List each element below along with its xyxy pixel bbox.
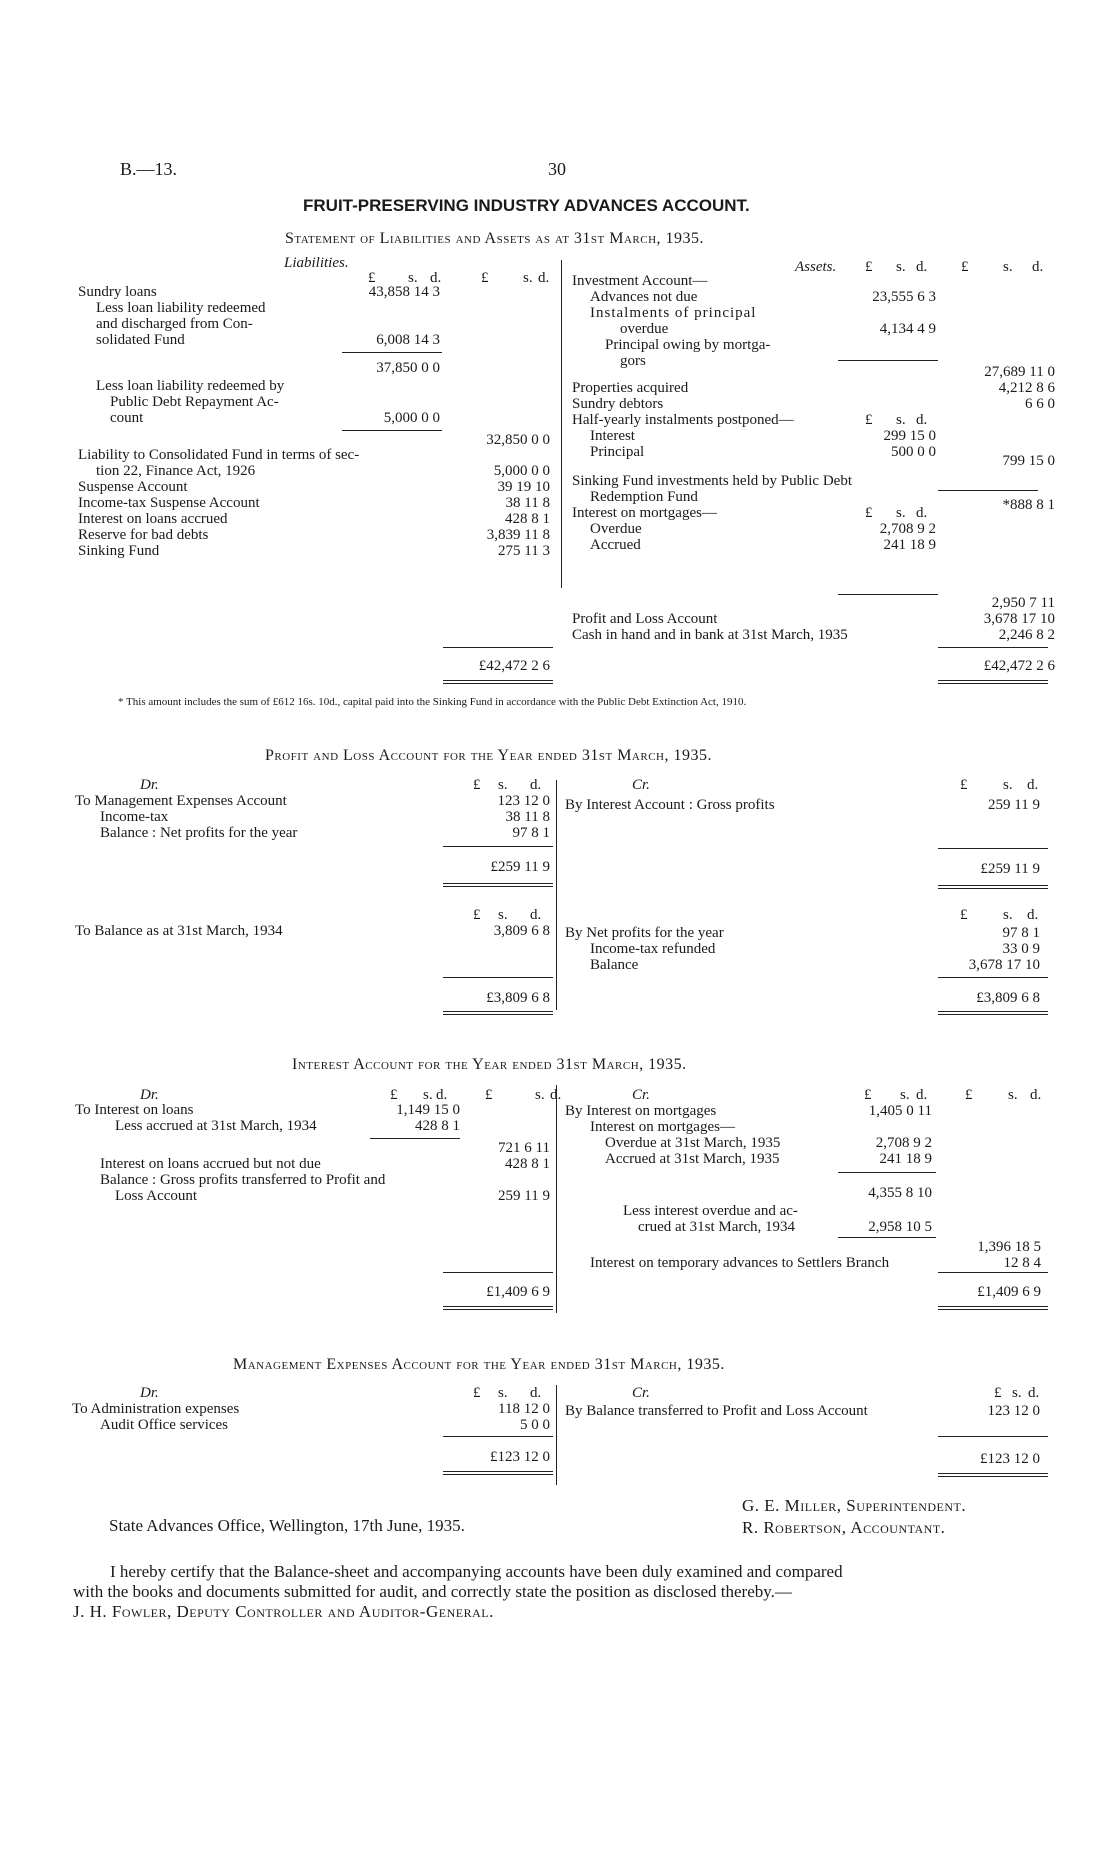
col-header-pence: d. — [1027, 777, 1039, 793]
asset-total: 4,212 8 6 — [998, 380, 1055, 396]
credit-item: crued at 31st March, 1934 — [638, 1219, 796, 1235]
col-header-pounds: £ — [473, 1385, 481, 1401]
col-header-pence: d. — [530, 777, 542, 793]
profit-loss-heading: Profit and Loss Account for the Year ended 31st March, 1935. — [265, 747, 712, 764]
debit-label: Dr. — [140, 777, 159, 793]
col-header-pounds: £ — [390, 1087, 398, 1103]
col-header-pounds: £ — [473, 907, 481, 923]
asset-total: *888 8 1 — [1002, 497, 1055, 513]
liabilities-total: £42,472 2 6 — [478, 658, 550, 674]
asset-amount: 241 18 9 — [883, 537, 936, 553]
asset-amount: 500 0 0 — [891, 444, 936, 460]
col-header-pounds: £ — [481, 270, 489, 286]
liability-label: Less loan liability redeemed — [96, 300, 266, 316]
debit-item: Less accrued at 31st March, 1934 — [115, 1118, 317, 1134]
interest-account-heading: Interest Account for the Year ended 31st March, 1935. — [292, 1056, 687, 1073]
asset-amount: 2,708 9 2 — [879, 521, 936, 537]
credit-amount: 259 11 9 — [988, 797, 1040, 813]
col-header-shillings: s. — [900, 1087, 910, 1103]
certification-signatory: J. H. Fowler, Deputy Controller and Auditor-General. — [73, 1602, 494, 1621]
col-header-pence: d. — [916, 1087, 928, 1103]
col-header-pounds: £ — [368, 270, 376, 286]
liability-label: Less loan liability redeemed by — [96, 378, 285, 394]
credit-label: Cr. — [632, 1087, 650, 1103]
col-header-pence: d. — [916, 412, 928, 428]
credit-amount: 1,396 18 5 — [977, 1239, 1041, 1255]
asset-label: Interest on mortgages— — [572, 505, 717, 521]
asset-total: 2,950 7 11 — [991, 595, 1055, 611]
col-header-shillings: s. — [535, 1087, 545, 1103]
credit-item: Less interest overdue and ac- — [623, 1203, 798, 1219]
liability-label: Reserve for bad debts — [78, 527, 209, 543]
liability-label: and discharged from Con- — [96, 316, 253, 332]
asset-label: Half-yearly instalments postponed— — [572, 412, 794, 428]
asset-total: 799 15 0 — [1002, 453, 1055, 469]
debit-item: Balance : Net profits for the year — [100, 825, 298, 841]
asset-total: 2,246 8 2 — [998, 627, 1055, 643]
debit-item: Balance : Gross profits transferred to Profit and — [100, 1172, 386, 1188]
signature-superintendent: G. E. Miller, Superintendent. — [742, 1496, 967, 1515]
credit-item: Overdue at 31st March, 1935 — [605, 1135, 781, 1151]
debit-amount: 428 8 1 — [415, 1118, 460, 1134]
col-header-pence: d. — [550, 1087, 562, 1103]
liability-label: Sinking Fund — [78, 543, 160, 559]
asset-label: Investment Account— — [572, 273, 708, 289]
management-expenses-heading: Management Expenses Account for the Year ended 31st March, 1935. — [233, 1356, 725, 1373]
credit-item: By Interest on mortgages — [565, 1103, 717, 1119]
debit-amount: 1,149 15 0 — [396, 1102, 460, 1118]
debit-amount: 38 11 8 — [505, 809, 550, 825]
col-header-shillings: s. — [498, 907, 508, 923]
liability-label: tion 22, Finance Act, 1926 — [96, 463, 256, 479]
liability-label: Suspense Account — [78, 479, 188, 495]
liability-label: Liability to Consolidated Fund in terms of sec- — [78, 447, 360, 463]
col-header-pence: d. — [1028, 1385, 1040, 1401]
liability-label: Sundry loans — [78, 284, 157, 300]
debit-amount: 3,809 6 8 — [493, 923, 550, 939]
liability-amount: 5,000 0 0 — [493, 463, 550, 479]
credit-total: £123 12 0 — [980, 1451, 1040, 1467]
col-header-shillings: s. — [1008, 1087, 1018, 1103]
asset-label: Interest — [590, 428, 635, 444]
asset-label: Properties acquired — [572, 380, 689, 396]
col-header-pounds: £ — [994, 1385, 1002, 1401]
liability-amount: 6,008 14 3 — [376, 332, 440, 348]
asset-label: Accrued — [590, 537, 641, 553]
debit-amount: 721 6 11 — [498, 1140, 550, 1156]
asset-label: Principal owing by mortga- — [605, 337, 771, 353]
credit-item: Income-tax refunded — [590, 941, 716, 957]
credit-amount: 3,678 17 10 — [968, 957, 1040, 973]
debit-item: To Balance as at 31st March, 1934 — [75, 923, 283, 939]
document-reference: B.—13. — [120, 159, 178, 179]
credit-total: £259 11 9 — [980, 861, 1040, 877]
credit-amount: 12 8 4 — [1003, 1255, 1041, 1271]
col-header-pence: d. — [916, 259, 928, 275]
col-header-pounds: £ — [965, 1087, 973, 1103]
debit-item: Audit Office services — [100, 1417, 229, 1433]
liability-amount: 428 8 1 — [505, 511, 550, 527]
liability-amount: 3,839 11 8 — [486, 527, 550, 543]
col-header-pounds: £ — [485, 1087, 493, 1103]
col-header-shillings: s. — [498, 1385, 508, 1401]
liability-label: Income-tax Suspense Account — [78, 495, 260, 511]
debit-total: £123 12 0 — [490, 1449, 550, 1465]
debit-amount: 428 8 1 — [505, 1156, 550, 1172]
col-header-shillings: s. — [408, 270, 418, 286]
col-header-shillings: s. — [1012, 1385, 1022, 1401]
certification-text: I hereby certify that the Balance-sheet and accompanying accounts have been duly examined and compared — [110, 1562, 843, 1581]
credit-total: £1,409 6 9 — [977, 1284, 1041, 1300]
col-header-pence: d. — [530, 907, 542, 923]
col-header-pence: d. — [1030, 1087, 1042, 1103]
liability-label: Public Debt Repayment Ac- — [110, 394, 279, 410]
col-header-pence: d. — [430, 270, 442, 286]
certification-text: with the books and documents submitted for audit, and correctly state the position as disclosed thereby.— — [73, 1582, 792, 1601]
debit-amount: 5 0 0 — [520, 1417, 550, 1433]
profit-loss-divider — [556, 780, 557, 1010]
credit-total: £3,809 6 8 — [976, 990, 1040, 1006]
credit-item: Interest on temporary advances to Settlers Branch — [590, 1255, 890, 1271]
liability-label: Interest on loans accrued — [78, 511, 228, 527]
credit-amount: 2,958 10 5 — [868, 1219, 932, 1235]
col-header-shillings: s. — [1003, 259, 1013, 275]
col-header-pence: d. — [1027, 907, 1039, 923]
debit-item: To Administration expenses — [72, 1401, 240, 1417]
debit-item: To Management Expenses Account — [75, 793, 287, 809]
col-header-pounds: £ — [865, 412, 873, 428]
asset-label: gors — [620, 353, 646, 369]
col-header-pounds: £ — [864, 1087, 872, 1103]
document-title: FRUIT-PRESERVING INDUSTRY ADVANCES ACCOUNT. — [303, 196, 750, 215]
debit-amount: 123 12 0 — [497, 793, 550, 809]
asset-label: Principal — [590, 444, 645, 460]
col-header-shillings: s. — [896, 412, 906, 428]
asset-label: Redemption Fund — [590, 489, 698, 505]
credit-item: Interest on mortgages— — [590, 1119, 735, 1135]
credit-label: Cr. — [632, 1385, 650, 1401]
asset-label: overdue — [620, 321, 669, 337]
assets-label: Assets. — [795, 259, 837, 275]
liability-amount: 39 19 10 — [497, 479, 550, 495]
col-header-shillings: s. — [1003, 907, 1013, 923]
debit-amount: 259 11 9 — [498, 1188, 550, 1204]
col-header-pounds: £ — [960, 907, 968, 923]
credit-amount: 4,355 8 10 — [868, 1185, 932, 1201]
col-header-shillings: s. — [1003, 777, 1013, 793]
asset-label: Cash in hand and in bank at 31st March, 1935 — [572, 627, 848, 643]
asset-amount: 4,134 4 9 — [879, 321, 936, 337]
credit-amount: 241 18 9 — [879, 1151, 932, 1167]
liability-label: solidated Fund — [96, 332, 185, 348]
footnote: * This amount includes the sum of £612 16s. 10d., capital paid into the Sinking Fund in accordance with the Public Debt Extinction Act, 1910. — [118, 696, 747, 708]
credit-amount: 97 8 1 — [1002, 925, 1040, 941]
debit-total: £259 11 9 — [490, 859, 550, 875]
credit-amount: 1,405 0 11 — [868, 1103, 932, 1119]
signature-accountant: R. Robertson, Accountant. — [742, 1518, 946, 1537]
col-header-pounds: £ — [865, 259, 873, 275]
debit-label: Dr. — [140, 1385, 159, 1401]
col-header-pounds: £ — [865, 505, 873, 521]
office-date-line: State Advances Office, Wellington, 17th June, 1935. — [109, 1516, 465, 1535]
credit-item: Balance — [590, 957, 639, 973]
interest-account-divider — [556, 1085, 557, 1313]
col-header-pence: d. — [538, 270, 550, 286]
liability-subtotal: 37,850 0 0 — [376, 360, 440, 376]
asset-label: Profit and Loss Account — [572, 611, 718, 627]
asset-label: Sundry debtors — [572, 396, 664, 412]
liabilities-label: Liabilities. — [284, 255, 349, 271]
asset-label: Overdue — [590, 521, 642, 537]
col-header-pounds: £ — [473, 777, 481, 793]
debit-item: Interest on loans accrued but not due — [100, 1156, 321, 1172]
debit-total: £1,409 6 9 — [486, 1284, 550, 1300]
debit-amount: 118 12 0 — [498, 1401, 550, 1417]
page-number: 30 — [548, 159, 566, 179]
asset-label: Sinking Fund investments held by Public Debt — [572, 473, 852, 489]
col-header-pence: d. — [436, 1087, 448, 1103]
credit-amount: 33 0 9 — [1002, 941, 1040, 957]
col-header-shillings: s. — [498, 777, 508, 793]
asset-label: Advances not due — [590, 289, 698, 305]
balance-sheet-divider — [561, 260, 562, 588]
management-expenses-divider — [556, 1385, 557, 1485]
liability-label: count — [110, 410, 144, 426]
liability-amount: 275 11 3 — [498, 543, 550, 559]
credit-amount: 2,708 9 2 — [875, 1135, 932, 1151]
asset-total: 3,678 17 10 — [983, 611, 1055, 627]
col-header-pence: d. — [530, 1385, 542, 1401]
credit-item: By Net profits for the year — [565, 925, 724, 941]
debit-total: £3,809 6 8 — [486, 990, 550, 1006]
debit-label: Dr. — [140, 1087, 159, 1103]
balance-sheet-heading: Statement of Liabilities and Assets as at 31st March, 1935. — [285, 230, 705, 247]
col-header-pounds: £ — [960, 777, 968, 793]
credit-label: Cr. — [632, 777, 650, 793]
asset-total: 27,689 11 0 — [984, 364, 1055, 380]
col-header-pence: d. — [1032, 259, 1044, 275]
credit-item: By Balance transferred to Profit and Loss Account — [565, 1403, 868, 1419]
credit-item: By Interest Account : Gross profits — [565, 797, 775, 813]
liability-amount: 43,858 14 3 — [368, 284, 440, 300]
asset-total: 6 6 0 — [1025, 396, 1055, 412]
col-header-shillings: s. — [523, 270, 533, 286]
col-header-pence: d. — [916, 505, 928, 521]
assets-total: £42,472 2 6 — [983, 658, 1055, 674]
debit-amount: 97 8 1 — [512, 825, 550, 841]
asset-amount: 299 15 0 — [883, 428, 936, 444]
col-header-shillings: s. — [423, 1087, 433, 1103]
col-header-pounds: £ — [961, 259, 969, 275]
col-header-shillings: s. — [896, 259, 906, 275]
debit-item: Income-tax — [100, 809, 169, 825]
col-header-shillings: s. — [896, 505, 906, 521]
credit-item: Accrued at 31st March, 1935 — [605, 1151, 780, 1167]
liability-amount: 38 11 8 — [505, 495, 550, 511]
liability-amount: 5,000 0 0 — [383, 410, 440, 426]
asset-label: Instalments of principal — [590, 305, 757, 321]
asset-amount: 23,555 6 3 — [872, 289, 936, 305]
debit-item: To Interest on loans — [75, 1102, 194, 1118]
liability-amount: 32,850 0 0 — [486, 432, 550, 448]
credit-amount: 123 12 0 — [987, 1403, 1040, 1419]
debit-item: Loss Account — [115, 1188, 198, 1204]
